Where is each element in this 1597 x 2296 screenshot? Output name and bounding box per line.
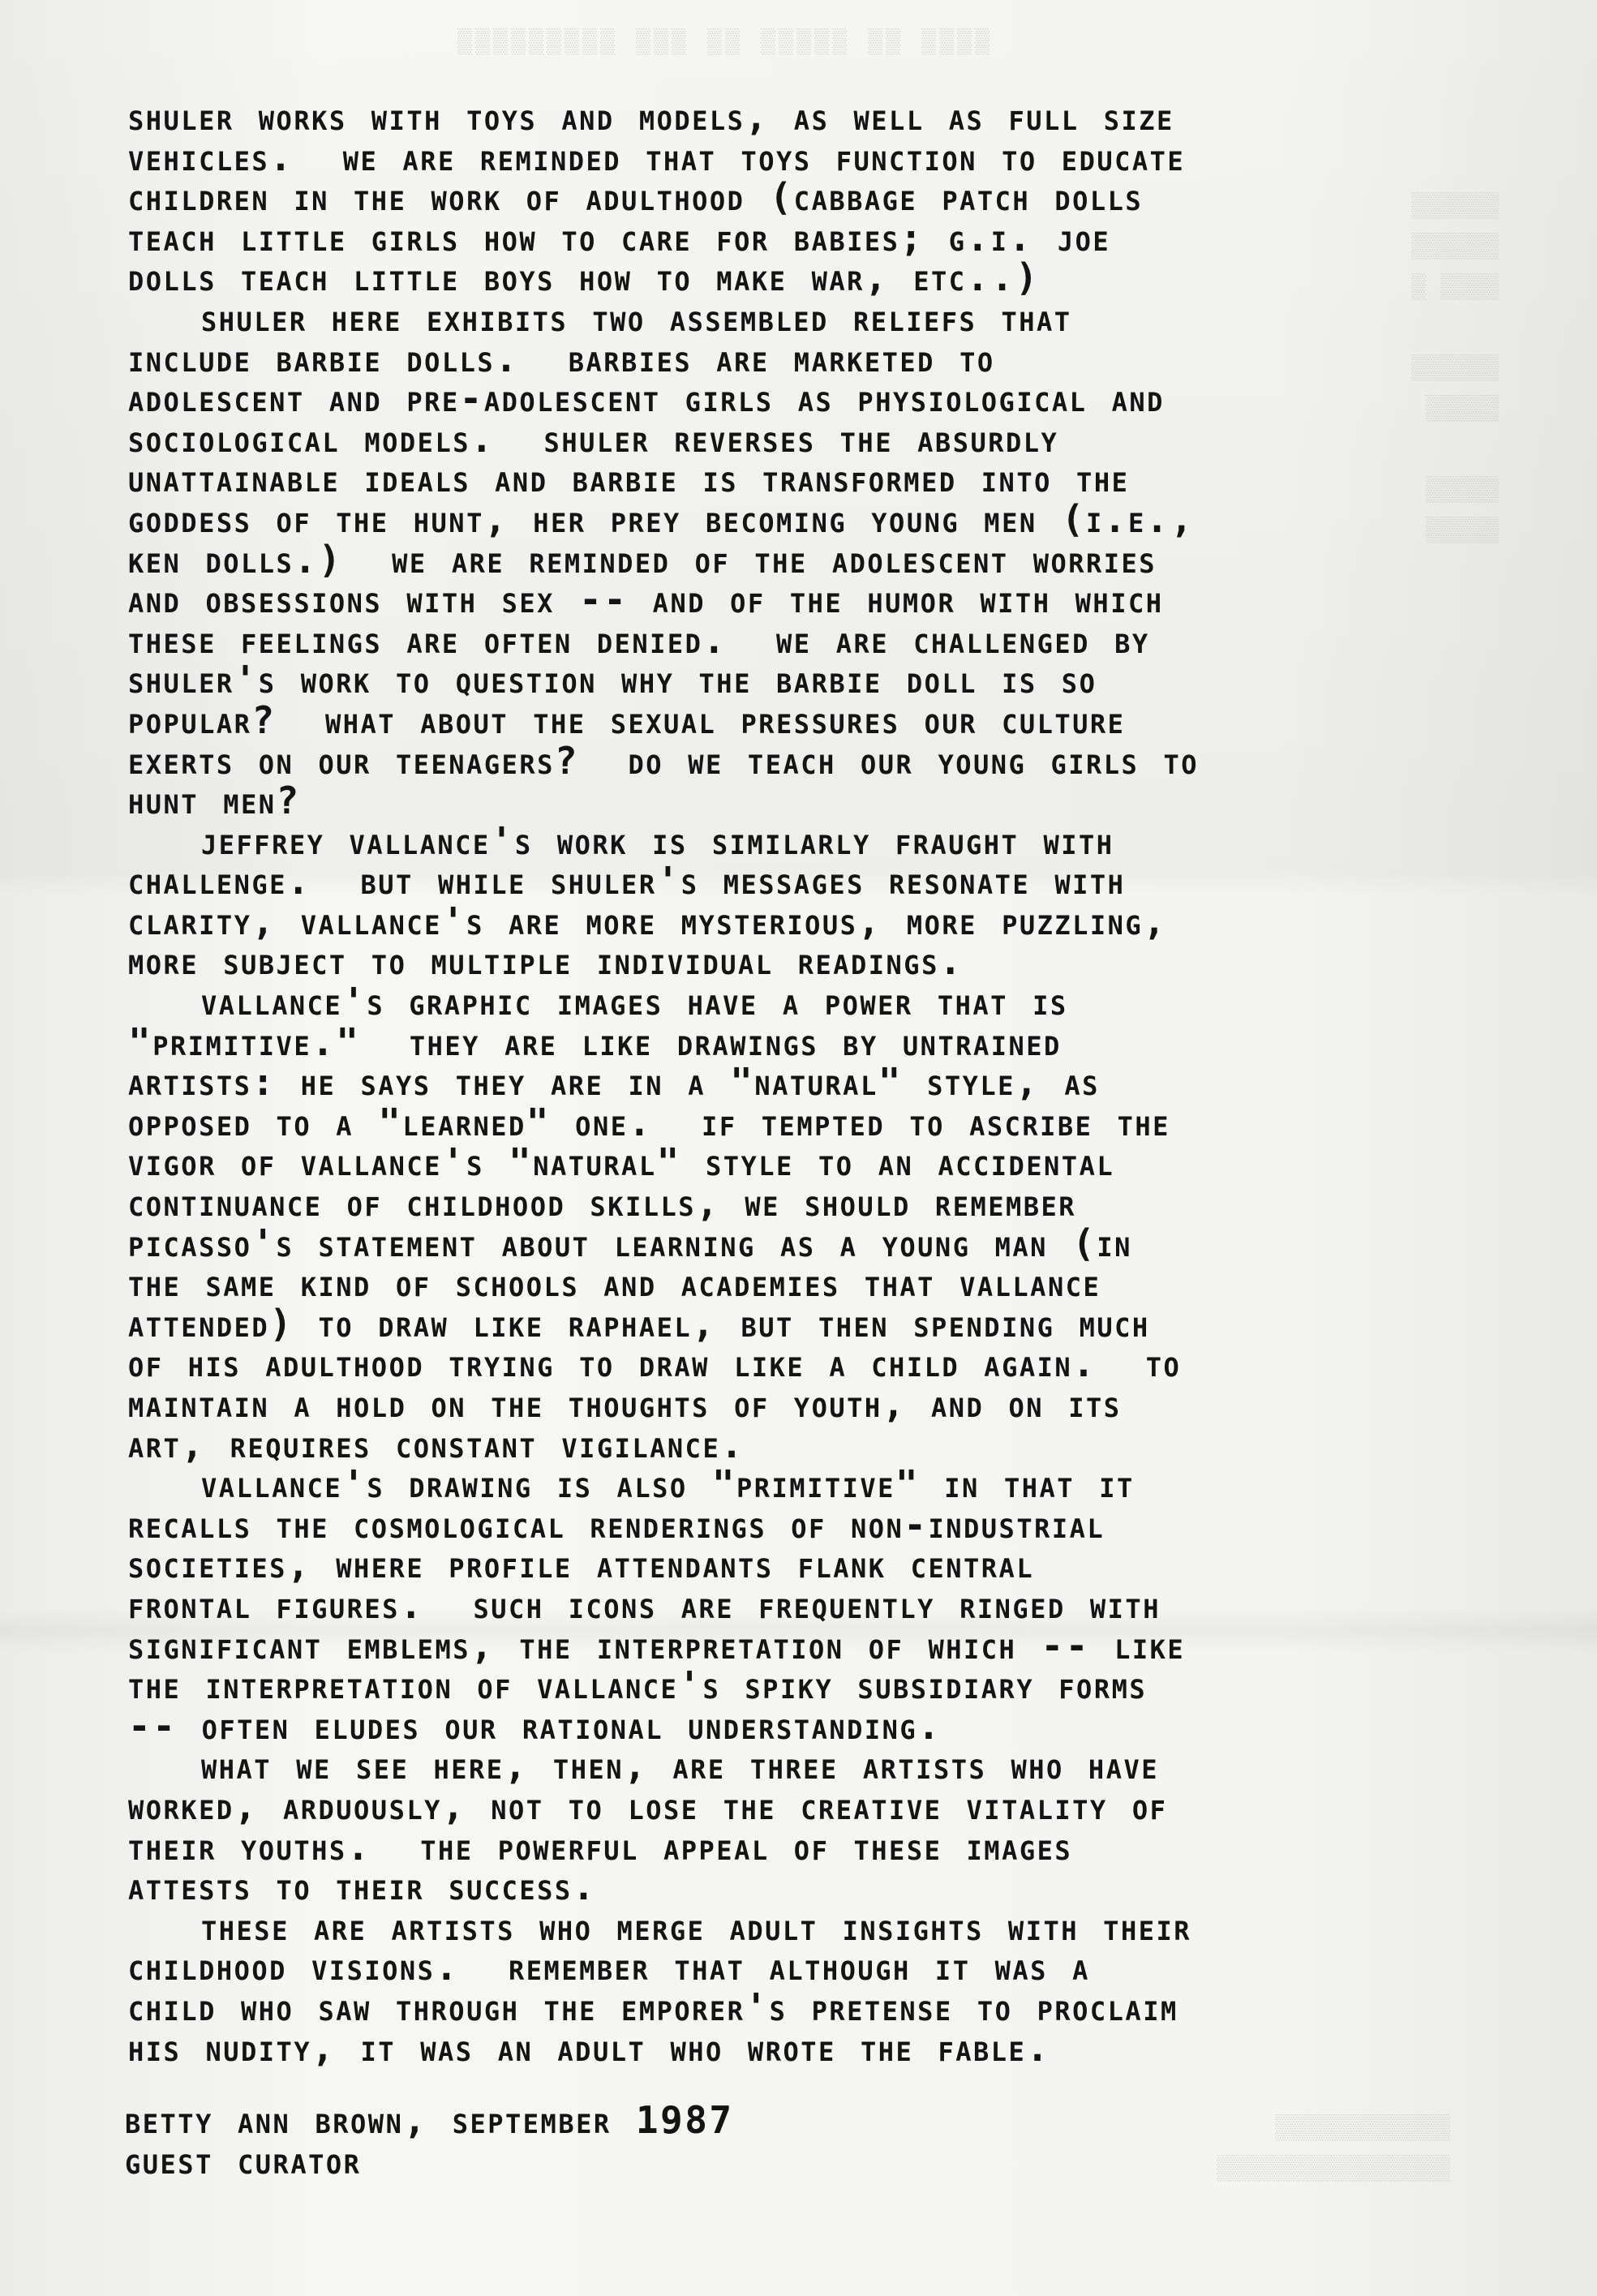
text-line: adolescent and pre-adolescent girls as physiological and: [128, 376, 1165, 421]
text-line: worked, arduously, not to lose the creative vitality of: [128, 1783, 1168, 1828]
text-line: the interpretation of vallance's spiky subsidiary forms: [128, 1663, 1148, 1708]
text-line: unattainable ideals and barbie is transformed into the: [128, 457, 1130, 501]
paragraph-7: [128, 1904, 1507, 2070]
text-line: his nudity, it was an adult who wrote the fable.: [128, 2025, 1051, 2070]
text-line: these are artists who merge adult insights with their: [201, 1904, 1192, 1949]
text-line: of his adulthood trying to draw like a child again. to: [128, 1341, 1182, 1386]
text-line: goddess of the hunt, her prey becoming young men (i.e.,: [128, 496, 1196, 541]
text-line: children in the work of adulthood (cabbage patch dolls: [128, 175, 1144, 220]
text-line: -- often eludes our rational understanding.: [128, 1703, 942, 1748]
paragraph-1: [128, 97, 1507, 298]
show-through-bleed-column: ▒▒▒▒▒▒ ▒▒▒▒▒▒ ▒▒▒▒ ▒ ▒▒▒▒▒▒ ▒▒▒▒▒ ▒▒▒▒▒ ▒▒▒▒▒: [1411, 193, 1500, 545]
text-line: jeffrey vallance's work is similarly fraught with: [201, 818, 1114, 863]
text-line: what we see here, then, are three artists who have: [201, 1744, 1159, 1788]
text-line: and obsessions with sex -- and of the humor with which: [128, 577, 1164, 622]
show-through-bleed-bottom: ▒▒▒▒▒▒▒▒▒▒▒▒ ▒▒▒▒▒▒▒▒▒▒▒▒▒▒▒▒: [1217, 2115, 1451, 2183]
paragraph-4: [128, 982, 1507, 1465]
essay-body: [128, 97, 1507, 2068]
text-line: frontal figures. such icons are frequently ringed with: [128, 1582, 1161, 1627]
text-line: the same kind of schools and academies that vallance: [128, 1261, 1101, 1306]
text-line: challenge. but while shuler's messages resonate with: [128, 859, 1126, 903]
text-line: significant emblems, the interpretation of which -- like: [128, 1623, 1186, 1667]
author-date-line: betty ann brown, september 1987: [125, 2098, 734, 2142]
text-line: teach little girls how to care for babies; g.i. joe: [128, 215, 1111, 260]
text-line: artists: he says they are in a "natural" style, as: [128, 1060, 1100, 1105]
text-line: include barbie dolls. barbies are marketed to: [128, 336, 995, 380]
text-line: clarity, vallance's are more mysterious, more puzzling,: [128, 899, 1168, 943]
text-line: dolls teach little boys how to make war, etc..): [128, 255, 1041, 300]
text-line: childhood visions. remember that although it was a: [128, 1945, 1090, 1989]
text-line: shuler here exhibits two assembled reliefs that: [201, 295, 1072, 340]
text-line: picasso's statement about learning as a young man (in: [128, 1221, 1132, 1265]
text-line: vallance's drawing is also "primitive" in that it: [201, 1462, 1135, 1507]
text-line: vigor of vallance's "natural" style to an accidental: [128, 1140, 1115, 1185]
text-line: continuance of childhood skills, we should remember: [128, 1181, 1077, 1225]
text-line: these feelings are often denied. we are challenged by: [128, 617, 1150, 662]
show-through-bleed: ▒▒▒▒ ▒▒ ▒▒▒▒▒ ▒▒ ▒▒▒ ▒▒▒▒▒▒▒▒▒: [454, 29, 990, 57]
text-line: exerts on our teenagers? do we teach our young girls to: [128, 738, 1200, 783]
text-line: ken dolls.) we are reminded of the adolescent worries: [128, 537, 1157, 582]
text-line: vallance's graphic images have a power that is: [201, 980, 1068, 1024]
paragraph-3: [128, 818, 1507, 984]
text-line: vehicles. we are reminded that toys function to educate: [128, 135, 1186, 179]
text-line: recalls the cosmological renderings of non-industrial: [128, 1502, 1105, 1547]
text-line: opposed to a "learned" one. if tempted to ascribe the: [128, 1100, 1170, 1144]
signature-block: [125, 2098, 734, 2182]
text-line: "primitive." they are like drawings by untrained: [128, 1019, 1062, 1064]
text-line: attests to their success.: [128, 1865, 597, 1909]
text-line: societies, where profile attendants flank central: [128, 1543, 1035, 1587]
text-line: shuler works with toys and models, as well as full size: [128, 95, 1174, 139]
text-line: child who saw through the emporer's pretense to proclaim: [128, 1985, 1178, 2029]
text-line: shuler's work to question why the barbie doll is so: [128, 658, 1097, 702]
paragraph-5: [128, 1462, 1507, 1748]
text-line: popular? what about the sexual pressures our culture: [128, 697, 1126, 742]
text-line: sociological models. shuler reverses the absurdly: [128, 416, 1059, 461]
paragraph-6: [128, 1746, 1507, 1907]
text-line: art, requires constant vigilance.: [128, 1422, 745, 1466]
text-line: attended) to draw like raphael, but then spending much: [128, 1301, 1150, 1345]
text-line: maintain a hold on the thoughts of youth, and on its: [128, 1382, 1122, 1426]
text-line: their youths. the powerful appeal of these images: [128, 1824, 1073, 1869]
text-line: more subject to multiple individual readings.: [128, 939, 964, 984]
author-title-line: guest curator: [125, 2138, 362, 2182]
paragraph-2: [128, 295, 1507, 823]
text-line: hunt men?: [128, 779, 301, 823]
